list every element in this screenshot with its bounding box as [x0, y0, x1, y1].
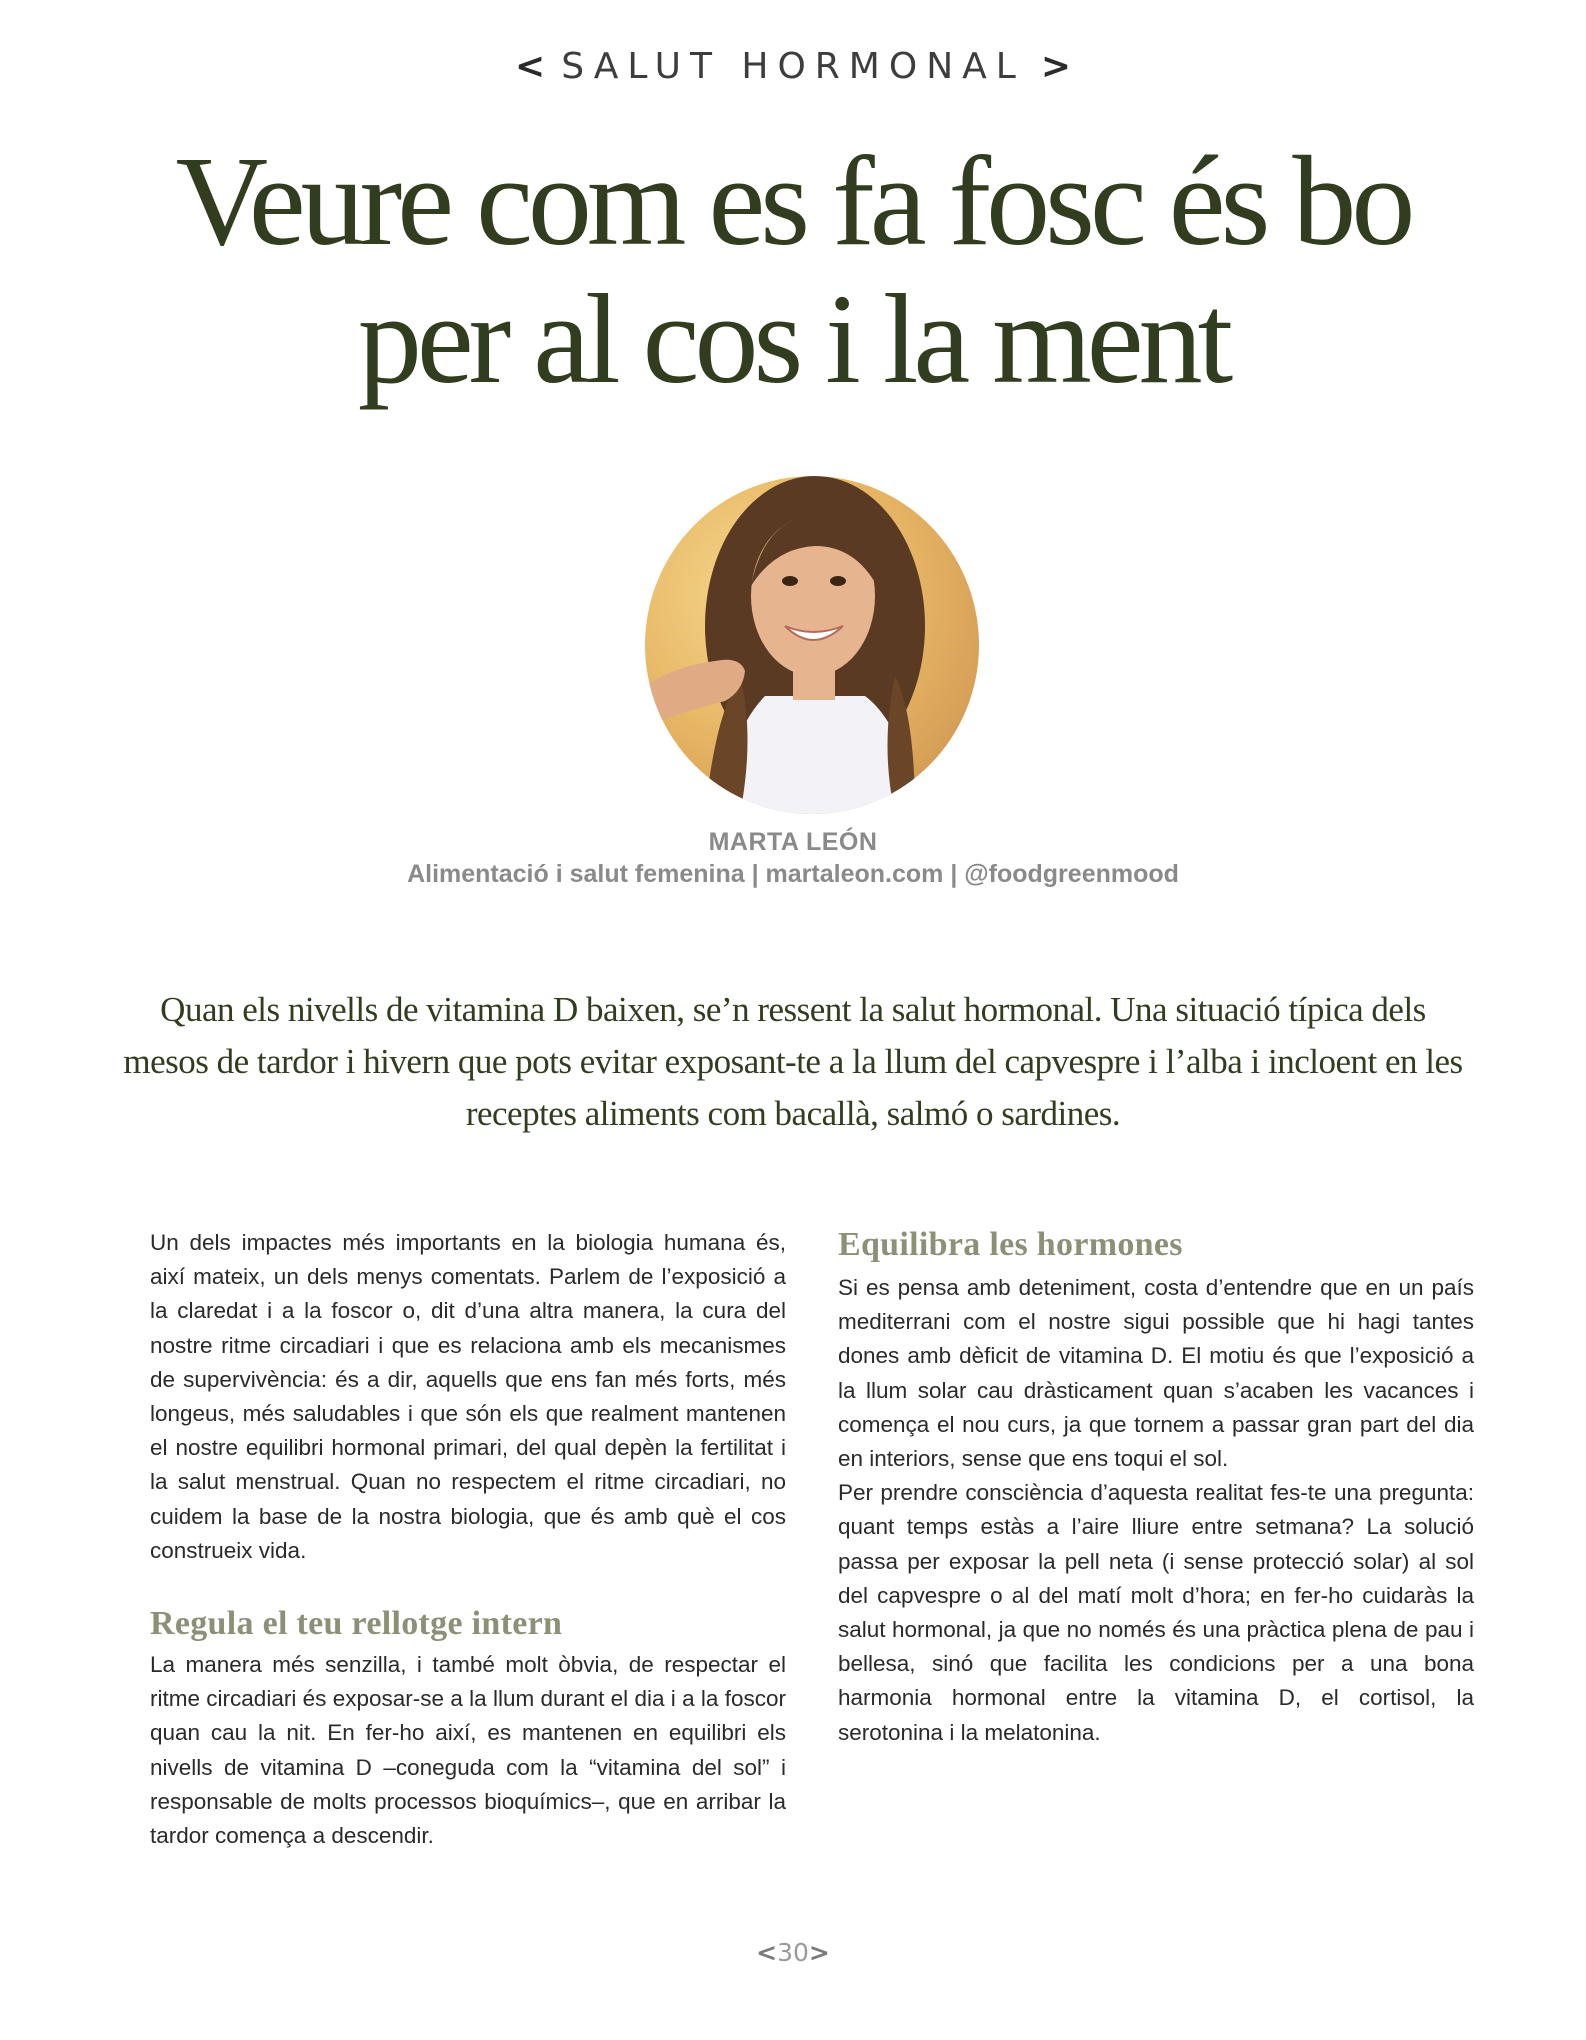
title-line-1: Veure com es fa fosc és bo	[175, 130, 1411, 272]
section-name: SALUT HORMONAL	[561, 46, 1025, 87]
article-title	[0, 132, 1586, 408]
lead-paragraph: Quan els nivells de vitamina D baixen, se’n ressent la salut hormonal. Una situació típica dels mesos de tardor i hivern que pots evitar exposant-te a la llum del capvespre i l’alba i incloent en les receptes aliments com bacallà, salmó o sardines.	[123, 990, 1463, 1133]
page-number-value: 30	[777, 1938, 809, 1967]
chevron-left-icon: <	[515, 46, 546, 87]
body-paragraph: La manera més senzilla, i també molt òbvia, de respectar el ritme circadiari és exposar-se a la llum durant el dia i a la foscor quan cau la nit. En fer-ho així, es mantenen en equilibri els nivells de vitamina D –coneguda com la “vitamina del sol” i responsable de molts processos bioquímics–, que en arribar la tardor comença a descendir.	[150, 1652, 786, 1849]
body-paragraph: Per prendre consciència d’aquesta realitat fes-te una pregunta: quant temps estàs a l’aire lliure entre setmana? La solució passa per exposar la pell neta (i sense protecció solar) al sol del capvespre o al del matí molt d’hora; en fer-ho cuidaràs la salut hormonal, ja que no només és una pràctica plena de pau i bellesa, sinó que facilita les condicions per a una bona harmonia hormonal entre la vitamina D, el cortisol, la serotonina i la melatonina.	[838, 1480, 1474, 1745]
column-right	[838, 1225, 1474, 1750]
author-name: MARTA LEÓN	[708, 828, 878, 856]
page-number	[0, 1938, 1586, 1967]
chevron-left-icon: <	[756, 1938, 778, 1967]
chevron-right-icon: >	[808, 1938, 830, 1967]
body-paragraph: Un dels impactes més importants en la biologia humana és, així mateix, un dels menys comentats. Parlem de l’exposició a la claredat i a la foscor o, dit d’una altra manera, la cura del nostre ritme circadiari i que es relaciona amb els mecanismes de supervivència: és a dir, aquells que ens fan més forts, més longeus, més saludables i que són els que realment mantenen el nostre equilibri hormonal primari, del qual depèn la fertilitat i la salut menstrual. Quan no respectem el ritme circadiari, no cuidem la base de la nostra biologia, que és amb què el cos construeix vida.	[150, 1230, 786, 1563]
title-line-2: per al cos i la ment	[357, 268, 1229, 410]
author-portrait-illustration	[645, 476, 979, 814]
subheading-regula: Regula el teu rellotge intern	[150, 1605, 563, 1643]
section-label	[0, 46, 1586, 87]
chevron-right-icon: >	[1040, 46, 1071, 87]
author-credentials: Alimentació i salut femenina | martaleon.com | @foodgreenmood	[407, 860, 1179, 888]
author-photo	[645, 476, 979, 814]
subheading-equilibra: Equilibra les hormones	[838, 1226, 1183, 1263]
body-paragraph: Si es pensa amb deteniment, costa d’entendre que en un país mediterrani com el nostre sigui possible que hi hagi tantes dones amb dèficit de vitamina D. El motiu és que l’exposició a la llum solar cau dràsticament quan s’acaben les vacances i comença el nou curs, ja que tornem a passar gran part del dia en interiors, sense que ens toqui el sol.	[838, 1275, 1474, 1472]
column-left	[150, 1226, 786, 1853]
